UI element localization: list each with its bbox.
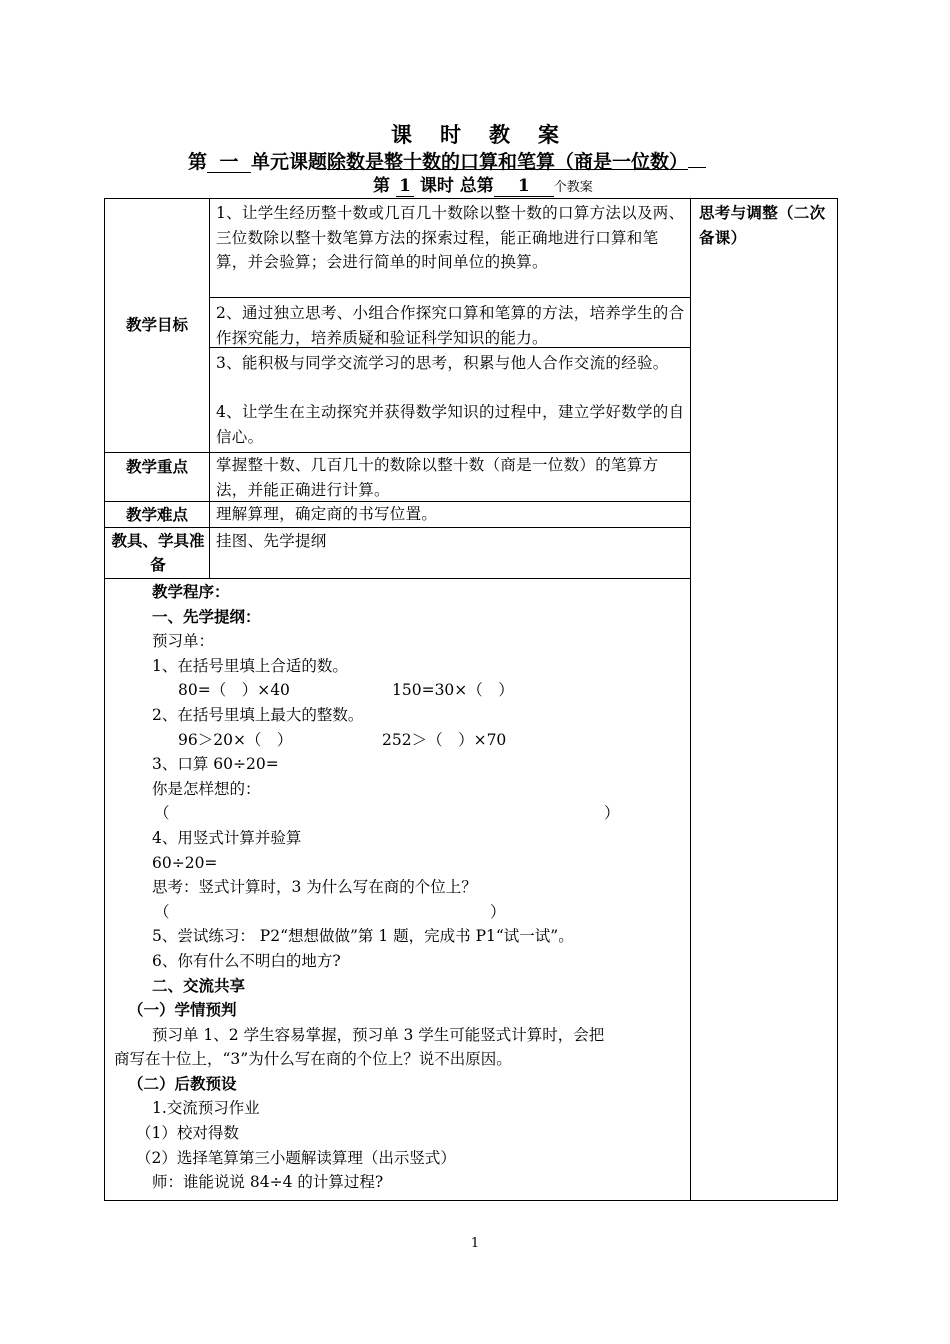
total-number: 1: [494, 176, 554, 197]
question-3: 3、口算 60÷20=: [152, 755, 279, 774]
prediction-text-line-2: 商写在十位上，“3”为什么写在商的个位上？说不出原因。: [114, 1050, 512, 1069]
tools-label: 教具、学具准备: [111, 531, 205, 574]
question-1: 1、在括号里填上合适的数。: [152, 656, 348, 675]
reflection-column-divider: [690, 198, 691, 1201]
preview-sheet-label: 预习单：: [152, 632, 215, 651]
objective-1: 1、让学生经历整十数或几百几十数除以整十数的口算方法以及两、三位数除以整十数笔算方法的探索过程，能正确地进行口算和笔算，并会验算；会进行简单的时间单位的换算。: [216, 204, 685, 271]
row-divider-tools: [104, 527, 690, 528]
objective-divider-1: [209, 297, 690, 298]
unit-number: 一: [207, 152, 251, 173]
question-4: 4、用竖式计算并验算: [152, 828, 302, 847]
teacher-question: 师：谁能说说 84÷4 的计算过程?: [152, 1173, 384, 1192]
question-6: 6、你有什么不明白的地方?: [152, 951, 341, 970]
question-3-think: 你是怎样想的：: [152, 779, 261, 798]
question-1b: 150=30×（ ）: [392, 681, 514, 700]
paren-close-1: ）: [604, 804, 620, 823]
question-2-items: [112, 728, 690, 753]
lesson-prefix: 第: [373, 176, 390, 196]
question-4-expression: 60÷20=: [152, 853, 218, 872]
objectives-label: 教学目标: [125, 315, 188, 334]
key-text: 掌握整十数、几百几十的数除以整十数（商是一位数）的笔算方法，并能正确进行计算。: [216, 456, 659, 499]
subsection-presets: （二）后教预设: [128, 1073, 237, 1093]
page-number: 1: [470, 1236, 480, 1251]
section-exchange: 二、交流共享: [152, 975, 246, 995]
lesson-number: 1: [396, 176, 414, 197]
unit-title-line: [188, 150, 778, 174]
label-column-divider: [209, 198, 210, 578]
question-1-items: [112, 678, 690, 703]
objective-2: 2、通过独立思考、小组合作探究口算和笔算的方法，培养学生的合作探究能力，培养质疑和验证科学知识的能力。: [216, 304, 685, 347]
objective-4: 4、让学生在主动探究并获得数学知识的过程中，建立学好数学的自信心。: [216, 403, 685, 446]
procedure-heading: 教学程序：: [152, 582, 230, 601]
reflection-label: 思考与调整（二次备课）: [699, 203, 826, 247]
lesson-mid: 课时 总第: [419, 176, 494, 196]
question-1a: 80=（ ）×40: [178, 681, 290, 700]
item-1: 1.交流预习作业: [152, 1099, 260, 1118]
subsection-prediction: （一）学情预判: [128, 1000, 237, 1020]
item-1a: （1）校对得数: [136, 1124, 239, 1143]
question-5: 5、尝试练习： P2“想想做做”第 1 题，完成书 P1“试一试”。: [152, 927, 574, 946]
unit-trailing-blank: [688, 167, 706, 168]
difficulty-text: 理解算理，确定商的书写位置。: [216, 505, 438, 523]
question-4-think: 思考：竖式计算时，3 为什么写在商的个位上？: [152, 878, 477, 897]
unit-prefix: 第: [188, 151, 208, 173]
tools-text: 挂图、先学提纲: [216, 532, 327, 550]
paren-close-2: ）: [490, 902, 506, 921]
paren-open-2: （: [154, 902, 170, 921]
prediction-text-line-1: 预习单 1、2 学生容易掌握，预习单 3 学生可能竖式计算时，会把: [152, 1025, 605, 1044]
difficulty-label: 教学难点: [125, 505, 188, 524]
lesson-line: [373, 175, 593, 199]
question-2b: 252＞（ ）×70: [382, 730, 507, 749]
unit-mid: 单元课题: [251, 151, 328, 173]
answer-blank-2: [112, 900, 690, 925]
document-title: 课时教案: [391, 122, 587, 147]
row-divider-procedure: [104, 578, 690, 579]
unit-topic: 除数是整十数的口算和笔算（商是一位数）: [327, 151, 689, 173]
objective-3: 3、能积极与同学交流学习的思考，积累与他人合作交流的经验。: [216, 354, 669, 372]
item-1b: （2）选择笔算第三小题解读算理（出示竖式）: [136, 1148, 456, 1167]
question-2: 2、在括号里填上最大的整数。: [152, 705, 364, 724]
question-2a: 96＞20×（ ）: [178, 730, 293, 749]
paren-open-1: （: [154, 804, 170, 823]
answer-blank-1: [112, 801, 690, 826]
section-preview-outline: 一、先学提纲：: [152, 606, 261, 626]
teaching-procedure: [112, 580, 690, 1195]
key-label: 教学重点: [125, 457, 188, 476]
total-suffix: 个教案: [553, 180, 593, 195]
